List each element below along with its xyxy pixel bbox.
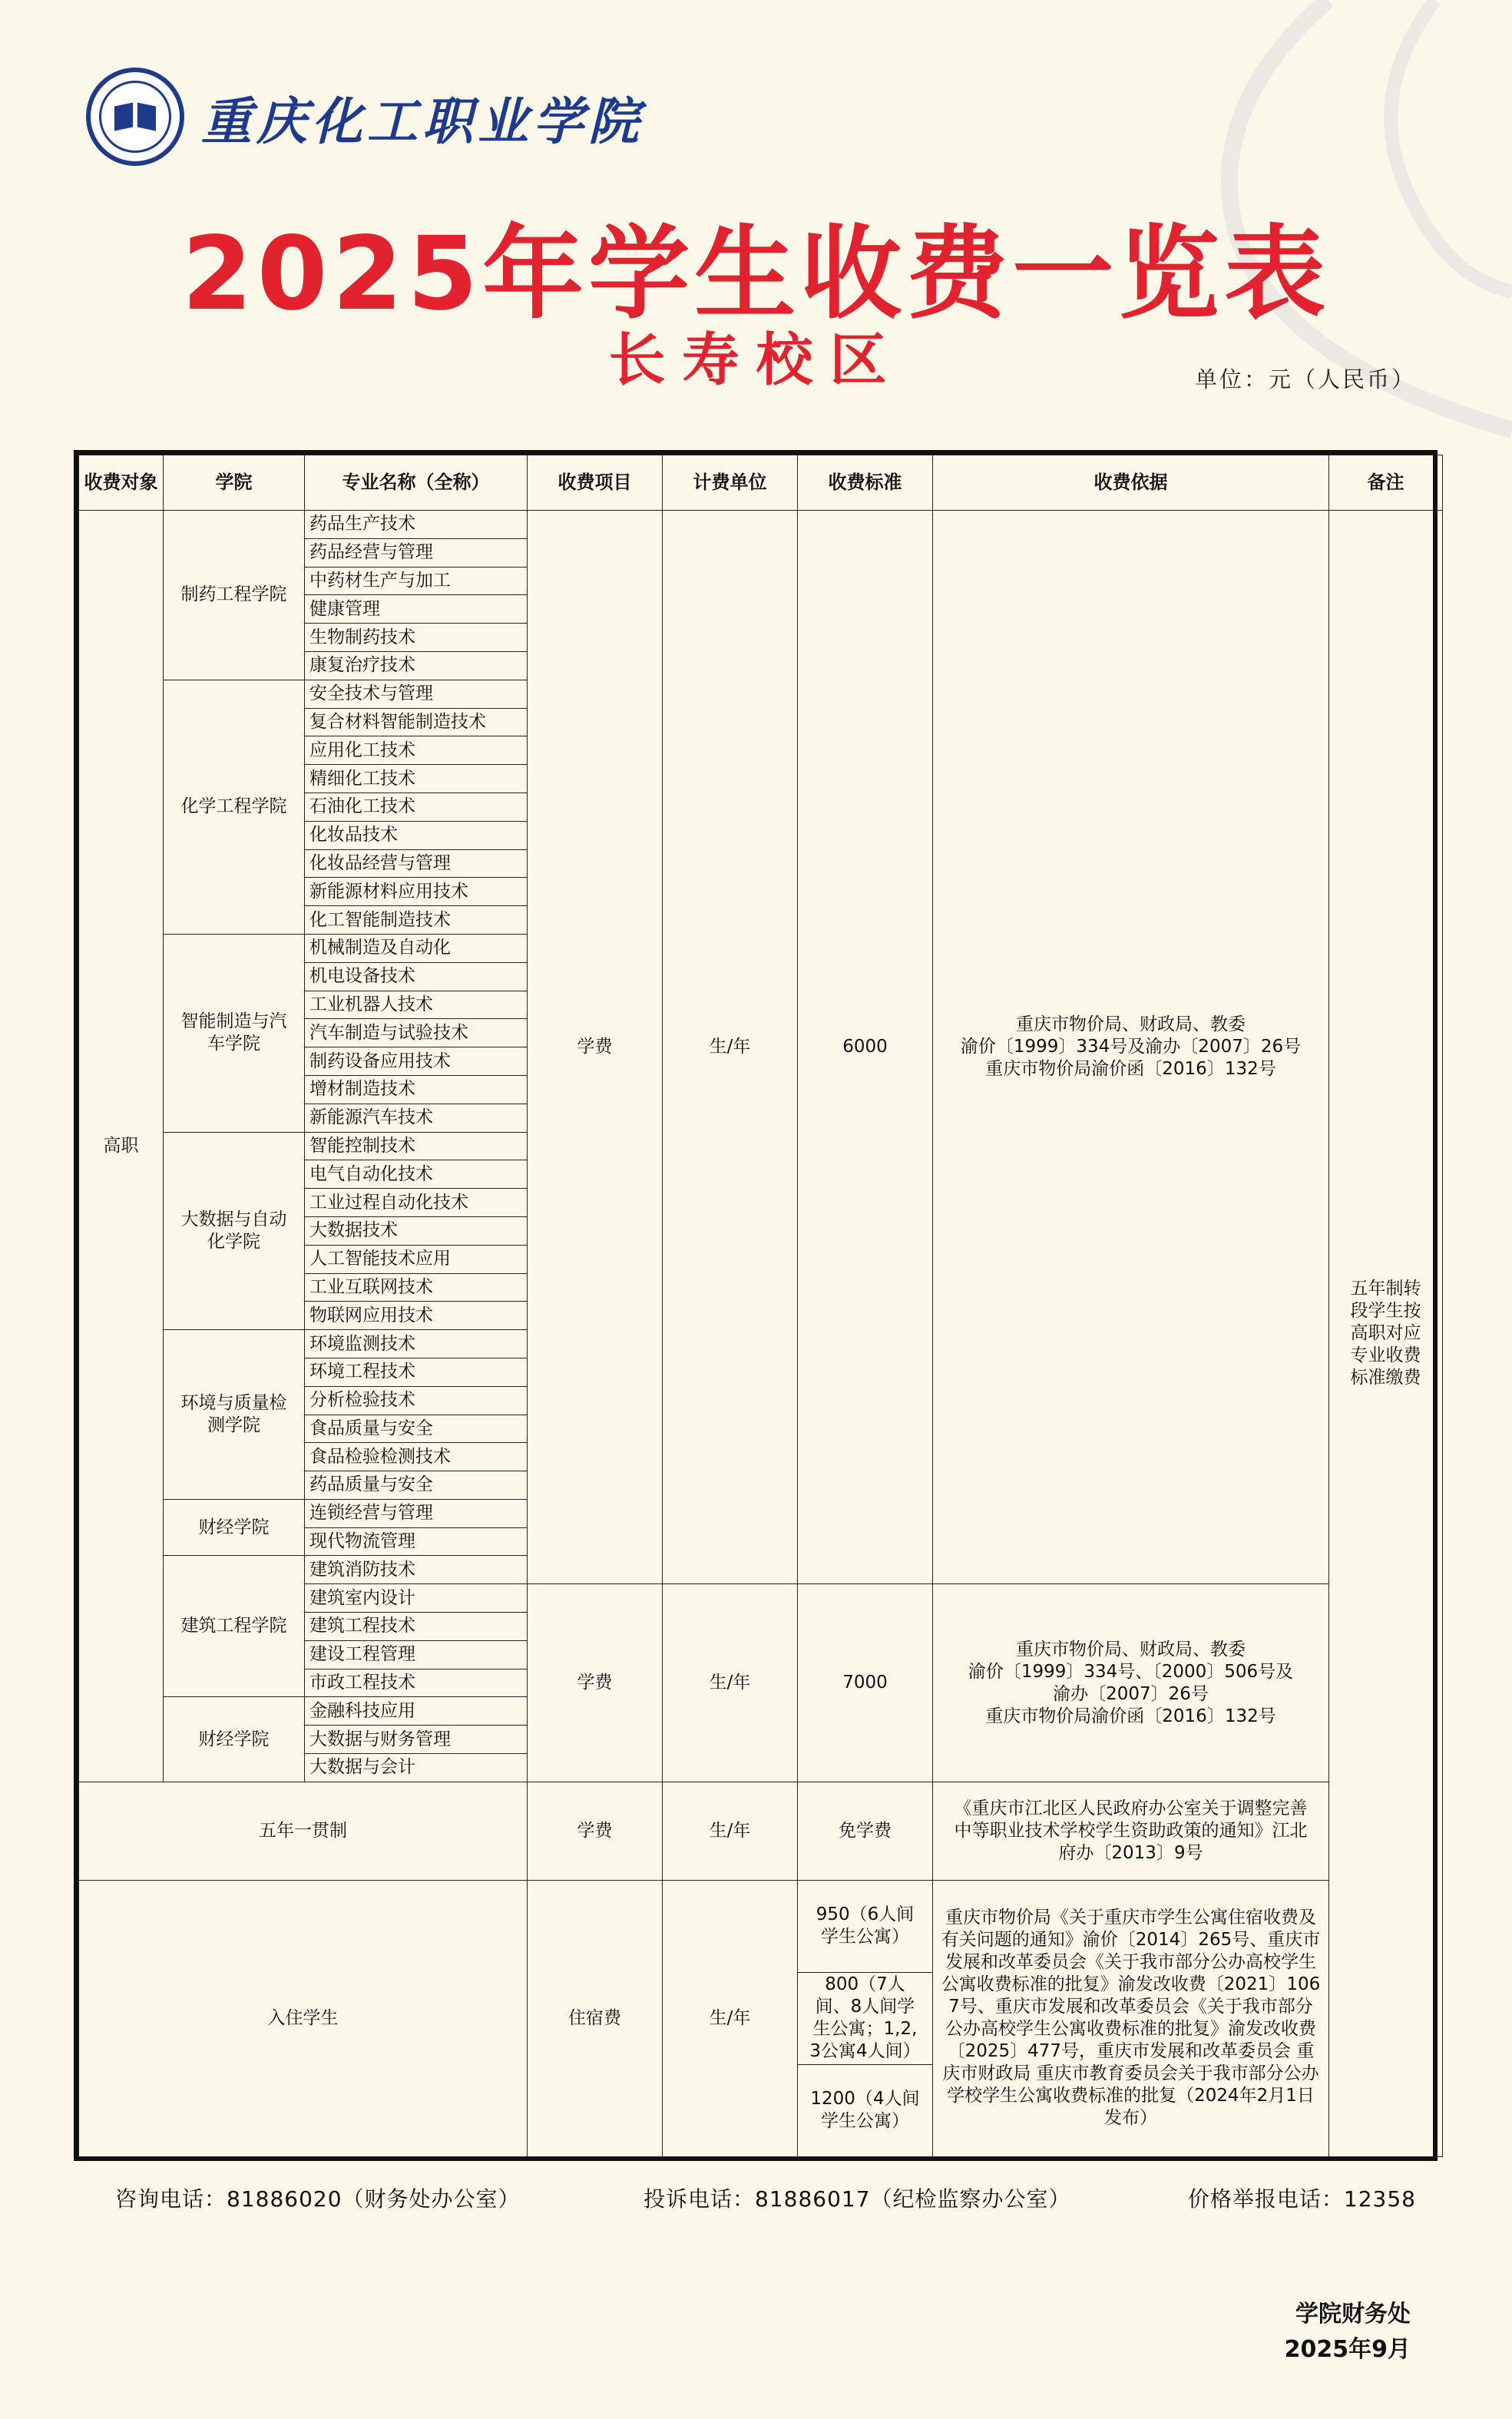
billing-unit-cell: 生/年 (663, 1584, 798, 1782)
major-cell: 建筑室内设计 (305, 1584, 528, 1613)
basis-line: 重庆市物价局、财政局、教委 (1016, 1014, 1246, 1035)
major-cell: 化妆品经营与管理 (305, 849, 528, 878)
college-cell (164, 1132, 305, 1330)
major-cell: 工业过程自动化技术 (305, 1189, 528, 1217)
basis-text: 重庆市物价局《关于重庆市学生公寓住宿收费及有关问题的通知》渝价〔2014〕265号、重庆市发展和改革委员会《关于我市部分公办高校学生公寓收费标准的批复》渝发改收费〔2021〕1067号、重庆市发展和改革委员会《关于我市部分公办高校学生公寓收费标准的批复》渝发改收费〔2025〕477号，重庆市发展和改革委员会 重庆市财政局 重庆市教育委员会关于我市部分公办学校学生公寓收费标准的批复（2024年2月1日发布） (941, 1908, 1321, 2129)
column-header: 学院 (164, 455, 305, 511)
major-cell: 建筑工程技术 (305, 1613, 528, 1641)
major-cell: 现代物流管理 (305, 1527, 528, 1556)
fee-standard-cell (798, 1880, 933, 1972)
college-cell (164, 1330, 305, 1500)
major-cell: 中药材生产与加工 (305, 567, 528, 595)
college-cell: 财经学院 (164, 1499, 305, 1556)
major-cell: 增材制造技术 (305, 1075, 528, 1104)
remark-cell (1329, 511, 1443, 2157)
major-cell: 化工智能制造技术 (305, 906, 528, 935)
college-label: 智能制造与汽车学院 (180, 1011, 287, 1054)
complaint-phone: 投诉电话：81886017（纪检监察办公室） (644, 2186, 1071, 2212)
consult-phone: 咨询电话：81886020（财务处办公室） (115, 2186, 521, 2212)
remark-text: 五年制转段学生按高职对应专业收费标准缴费 (1350, 1278, 1421, 1388)
fee-table (74, 450, 1438, 2161)
fee-standard-cell: 7000 (798, 1584, 933, 1782)
major-cell: 环境监测技术 (305, 1330, 528, 1358)
major-cell: 药品质量与安全 (305, 1471, 528, 1500)
major-cell: 分析检验技术 (305, 1386, 528, 1415)
major-cell: 药品经营与管理 (305, 538, 528, 567)
basis-line: 渝价〔1999〕334号及渝办〔2007〕26号 (960, 1037, 1302, 1057)
college-cell (164, 934, 305, 1132)
signing-department: 学院财务处 (1295, 2301, 1411, 2328)
major-cell: 环境工程技术 (305, 1358, 528, 1386)
dorm-standard: 1200（4人间学生公寓） (810, 2089, 920, 2132)
five-year-label: 五年一贯制 (79, 1782, 528, 1880)
table-row (79, 1880, 1443, 1972)
major-cell: 建筑消防技术 (305, 1556, 528, 1584)
column-header: 收费对象 (79, 455, 164, 511)
basis-line: 渝办〔2007〕26号 (1053, 1683, 1209, 1704)
billing-unit-cell: 生/年 (663, 511, 798, 1584)
table-row (79, 1782, 1443, 1880)
college-label: 环境与质量检测学院 (180, 1393, 287, 1435)
fee-item-cell: 学费 (528, 1584, 663, 1782)
dorm-standard: 800（7人间、8人间学生公寓；1,2,3公寓4人间） (809, 1974, 921, 2062)
column-header: 收费标准 (798, 455, 933, 511)
major-cell: 金融科技应用 (305, 1697, 528, 1726)
campus-subtitle: 长寿校区 (608, 327, 904, 393)
table-header-row (79, 455, 1443, 511)
basis-line: 重庆市物价局渝价函〔2016〕132号 (985, 1706, 1276, 1726)
currency-unit: 单位：元（人民币） (1194, 366, 1416, 392)
fee-object-cell: 高职 (79, 511, 164, 1782)
column-header: 计费单位 (663, 455, 798, 511)
major-cell: 电气自动化技术 (305, 1160, 528, 1189)
major-cell: 制药设备应用技术 (305, 1047, 528, 1076)
basis-line: 重庆市物价局、财政局、教委 (1016, 1639, 1246, 1660)
fee-standard-cell: 6000 (798, 511, 933, 1584)
major-cell: 石油化工技术 (305, 793, 528, 821)
page-header (0, 0, 1512, 453)
major-cell: 大数据与会计 (305, 1754, 528, 1782)
major-cell: 食品检验检测技术 (305, 1443, 528, 1471)
column-header: 收费依据 (933, 455, 1329, 511)
major-cell: 连锁经营与管理 (305, 1499, 528, 1527)
fee-standard-cell (798, 2064, 933, 2156)
major-cell: 大数据技术 (305, 1216, 528, 1245)
fee-item-cell: 住宿费 (528, 1880, 663, 2156)
fee-item-cell: 学费 (528, 1782, 663, 1880)
major-cell: 精细化工技术 (305, 765, 528, 793)
basis-text: 《重庆市江北区人民政府办公室关于调整完善中等职业技术学校学生资助政策的通知》江北府办〔2013〕9号 (954, 1798, 1308, 1863)
fee-basis-cell (933, 511, 1329, 1584)
major-cell: 安全技术与管理 (305, 680, 528, 708)
college-cell: 化学工程学院 (164, 680, 305, 934)
college-label: 大数据与自动化学院 (180, 1209, 287, 1252)
fee-standard-cell: 免学费 (798, 1782, 933, 1880)
column-header: 专业名称（全称） (305, 455, 528, 511)
college-cell: 财经学院 (164, 1697, 305, 1782)
major-cell: 工业互联网技术 (305, 1273, 528, 1302)
major-cell: 应用化工技术 (305, 736, 528, 765)
major-cell: 新能源汽车技术 (305, 1104, 528, 1132)
major-cell: 市政工程技术 (305, 1669, 528, 1697)
major-cell: 机电设备技术 (305, 962, 528, 991)
fee-item-cell: 学费 (528, 511, 663, 1584)
major-cell: 复合材料智能制造技术 (305, 708, 528, 736)
college-cell: 建筑工程学院 (164, 1556, 305, 1697)
major-cell: 物联网应用技术 (305, 1302, 528, 1330)
fee-basis-cell (933, 1782, 1329, 1880)
college-cell: 制药工程学院 (164, 511, 305, 680)
page-title: 2025年学生收费一览表 (181, 215, 1331, 333)
signing-date: 2025年9月 (1284, 2336, 1411, 2363)
major-cell: 机械制造及自动化 (305, 934, 528, 962)
school-logo (86, 68, 644, 166)
major-cell: 新能源材料应用技术 (305, 878, 528, 906)
dorm-label: 入住学生 (79, 1880, 528, 2156)
billing-unit-cell: 生/年 (663, 1782, 798, 1880)
column-header: 收费项目 (528, 455, 663, 511)
major-cell: 汽车制造与试验技术 (305, 1019, 528, 1047)
dorm-standard: 950（6人间学生公寓） (816, 1904, 915, 1947)
major-cell: 康复治疗技术 (305, 651, 528, 680)
major-cell: 大数据与财务管理 (305, 1726, 528, 1754)
fee-basis-cell (933, 1584, 1329, 1782)
major-cell: 生物制药技术 (305, 624, 528, 652)
major-cell: 人工智能技术应用 (305, 1245, 528, 1273)
major-cell: 健康管理 (305, 595, 528, 624)
price-report-phone: 价格举报电话：12358 (1187, 2186, 1416, 2212)
major-cell: 食品质量与安全 (305, 1415, 528, 1443)
billing-unit-cell: 生/年 (663, 1880, 798, 2156)
major-cell: 药品生产技术 (305, 511, 528, 539)
basis-line: 渝价〔1999〕334号、〔2000〕506号及 (968, 1661, 1294, 1682)
basis-line: 重庆市物价局渝价函〔2016〕132号 (985, 1059, 1276, 1080)
school-seal-icon (86, 68, 184, 166)
fee-basis-cell (933, 1880, 1329, 2156)
major-cell: 化妆品技术 (305, 821, 528, 849)
major-cell: 工业机器人技术 (305, 991, 528, 1019)
major-cell: 智能控制技术 (305, 1132, 528, 1160)
column-header: 备注 (1329, 455, 1443, 511)
fee-standard-cell (798, 1972, 933, 2064)
major-cell: 建设工程管理 (305, 1640, 528, 1669)
school-name: 重庆化工职业学院 (201, 91, 644, 151)
table-row (79, 511, 1443, 539)
